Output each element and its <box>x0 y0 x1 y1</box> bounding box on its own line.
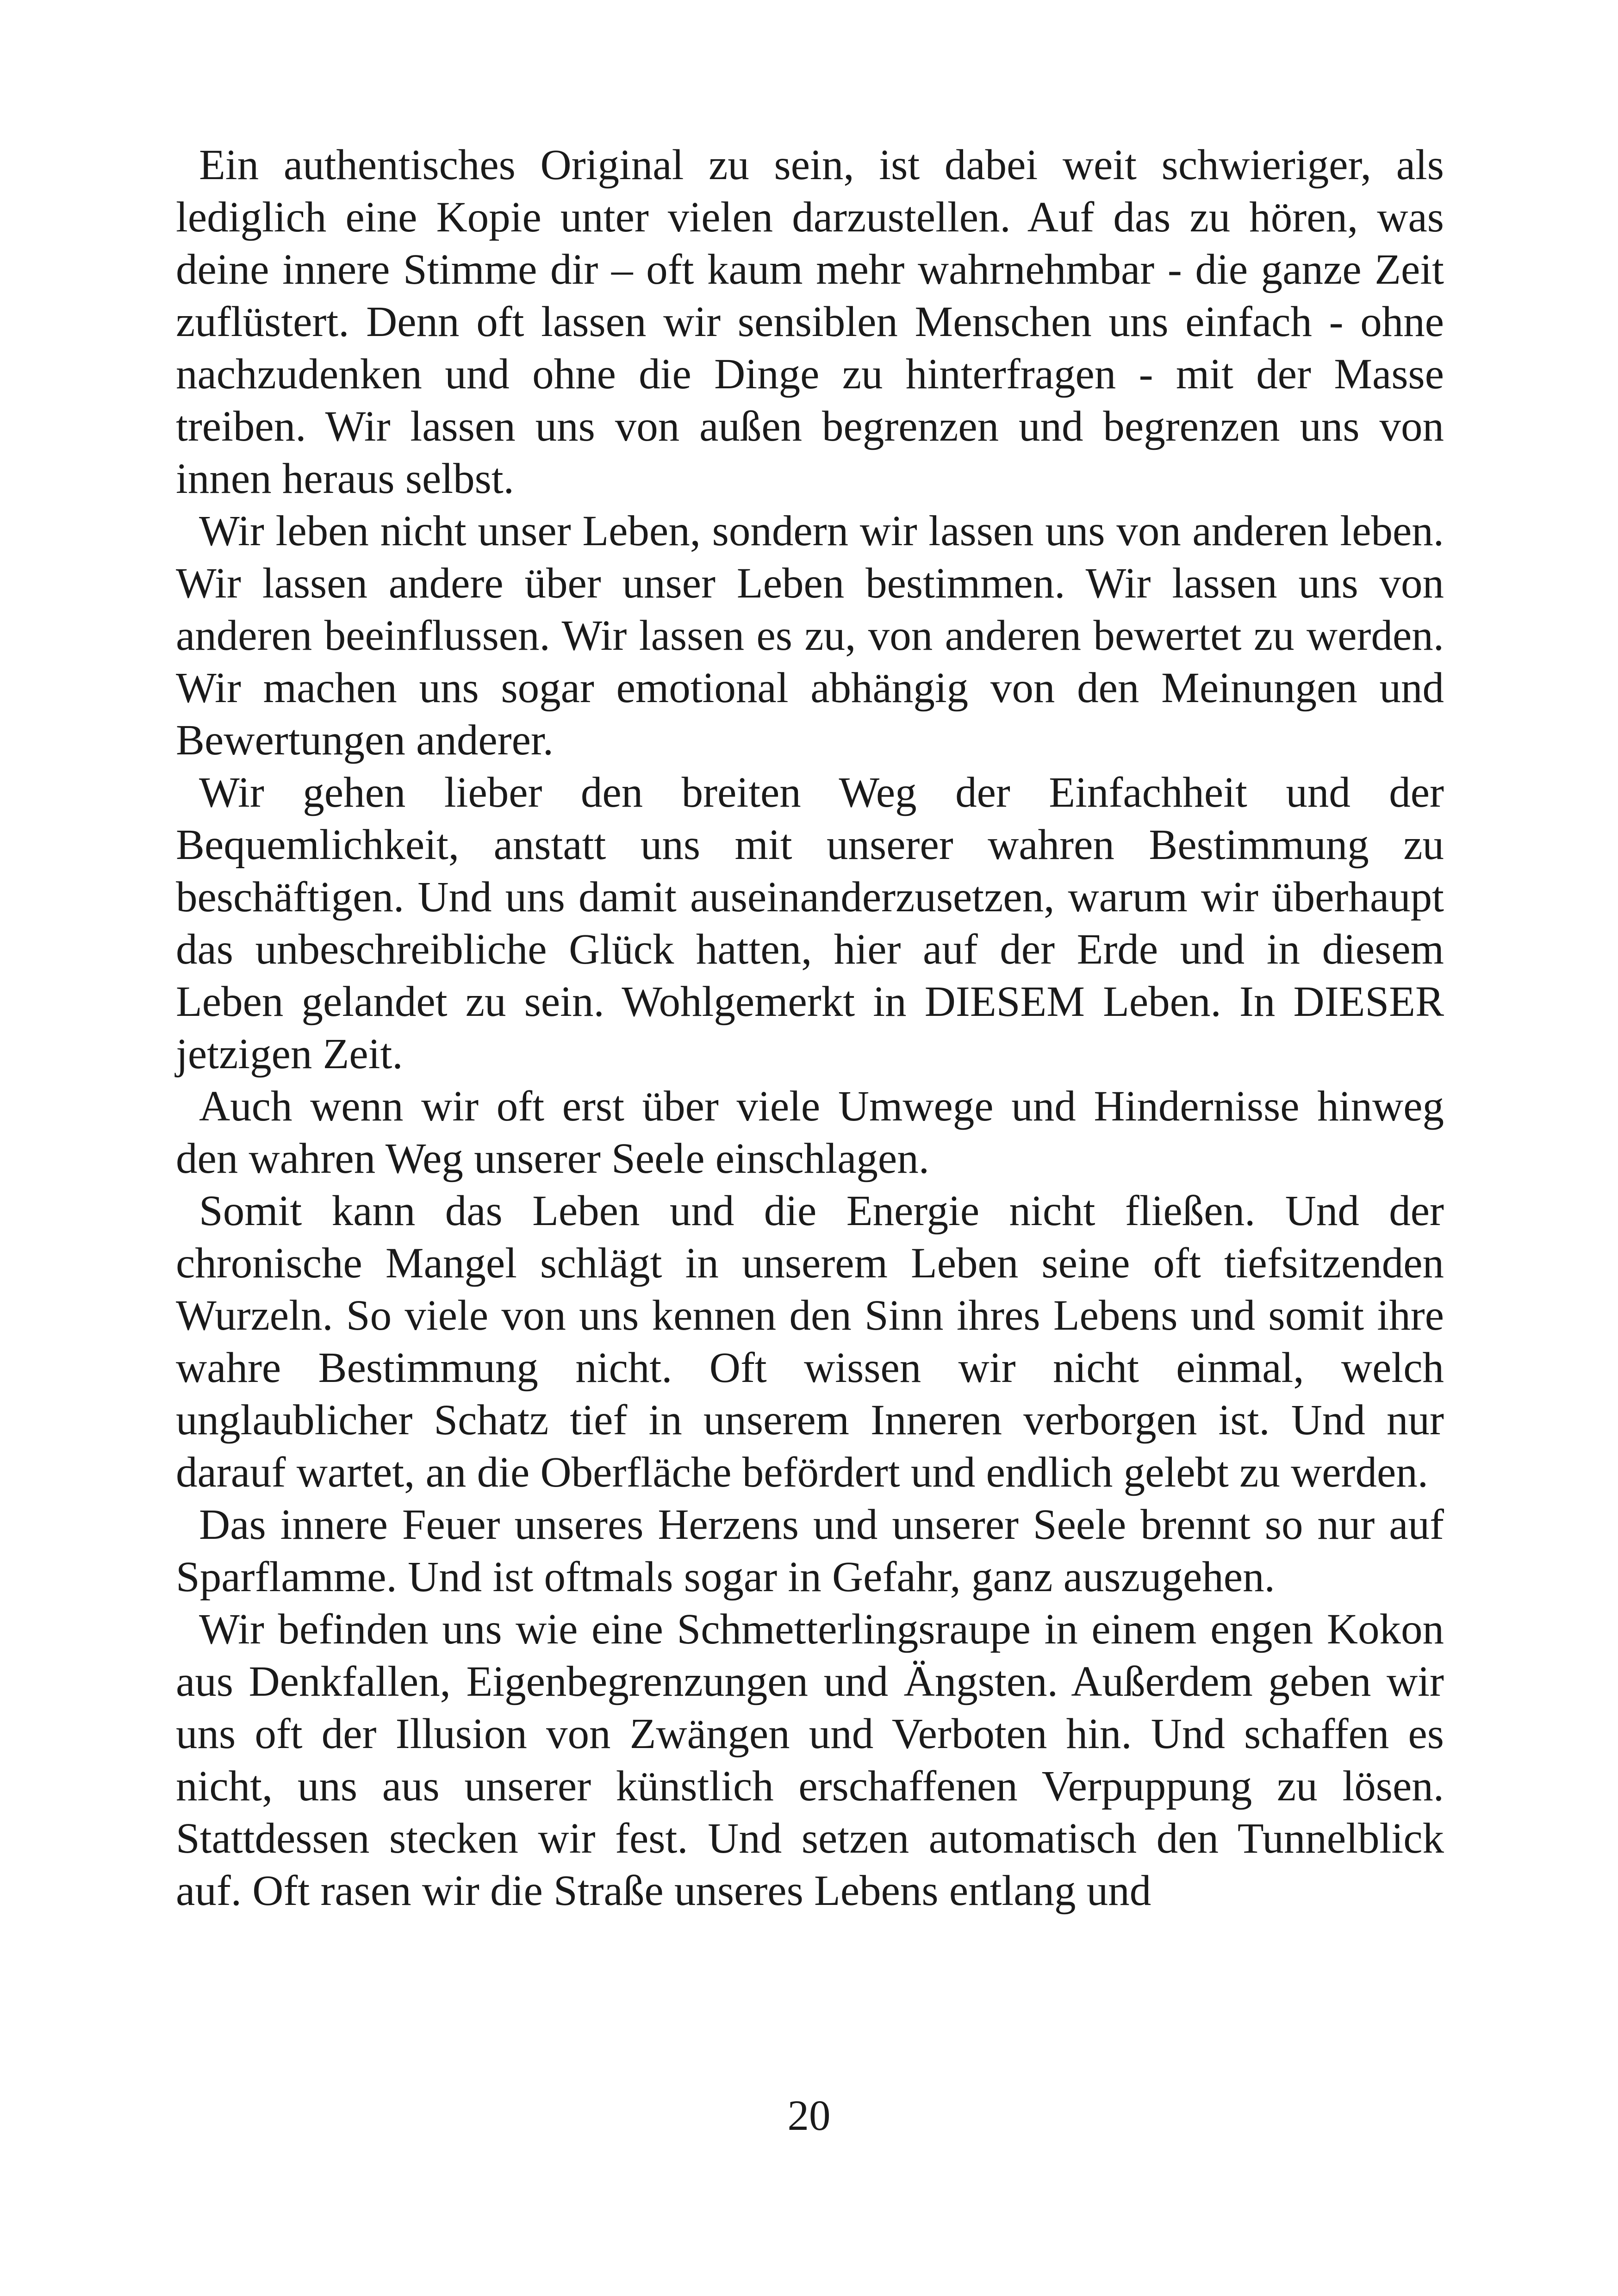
paragraph: Wir leben nicht unser Leben, sondern wir lassen uns von anderen leben. Wir lassen andere über unser Leben bestimmen. Wir lassen uns von anderen beeinflussen. Wir lassen es zu, von anderen bewertet zu werden. Wir machen uns sogar emotional abhängig von den Meinungen und Bewertungen anderer. <box>176 507 1444 764</box>
paragraph: Auch wenn wir oft erst über viele Umwege und Hindernisse hinweg den wahren Weg unserer Seele einschlagen. <box>176 1083 1444 1182</box>
body-text <box>176 139 1444 1917</box>
page-number: 20 <box>787 2092 831 2140</box>
paragraph: Wir befinden uns wie eine Schmetterlingsraupe in einem engen Kokon aus Denkfallen, Eigenbegrenzungen und Ängsten. Außerdem geben wir uns oft der Illusion von Zwängen und Verboten hin. Und schaffen es nicht, uns aus unserer künstlich erschaffenen Verpuppung zu lösen. Stattdessen stecken wir fest. Und setzen automatisch den Tunnelblick auf. Oft rasen wir die Straße unseres Lebens entlang und <box>176 1605 1444 1915</box>
paragraph: Ein authentisches Original zu sein, ist dabei weit schwieriger, als lediglich eine Kopie unter vielen darzustellen. Auf das zu hören, was deine innere Stimme dir – oft kaum mehr wahrnehmbar - die ganze Zeit zuflüstert. Denn oft lassen wir sensiblen Menschen uns einfach - ohne nachzudenken und ohne die Dinge zu hinterfragen - mit der Masse treiben. Wir lassen uns von außen begrenzen und begrenzen uns von innen heraus selbst. <box>176 141 1444 503</box>
paragraph: Wir gehen lieber den breiten Weg der Einfachheit und der Bequemlichkeit, anstatt uns mit unserer wahren Bestimmung zu beschäftigen. Und uns damit auseinanderzusetzen, warum wir überhaupt das unbeschreibliche Glück hatten, hier auf der Erde und in diesem Leben gelandet zu sein. Wohlgemerkt in DIESEM Leben. In DIESER jetzigen Zeit. <box>176 769 1444 1078</box>
paragraph: Somit kann das Leben und die Energie nicht fließen. Und der chronische Mangel schlägt in unserem Leben seine oft tiefsitzenden Wurzeln. So viele von uns kennen den Sinn ihres Lebens und somit ihre wahre Bestimmung nicht. Oft wissen wir nicht einmal, welch unglaublicher Schatz tief in unserem Inneren verborgen ist. Und nur darauf wartet, an die Oberfläche befördert und endlich gelebt zu werden. <box>176 1187 1444 1496</box>
paragraph: Das innere Feuer unseres Herzens und unserer Seele brennt so nur auf Sparflamme. Und ist oftmals sogar in Gefahr, ganz auszugehen. <box>176 1501 1444 1601</box>
